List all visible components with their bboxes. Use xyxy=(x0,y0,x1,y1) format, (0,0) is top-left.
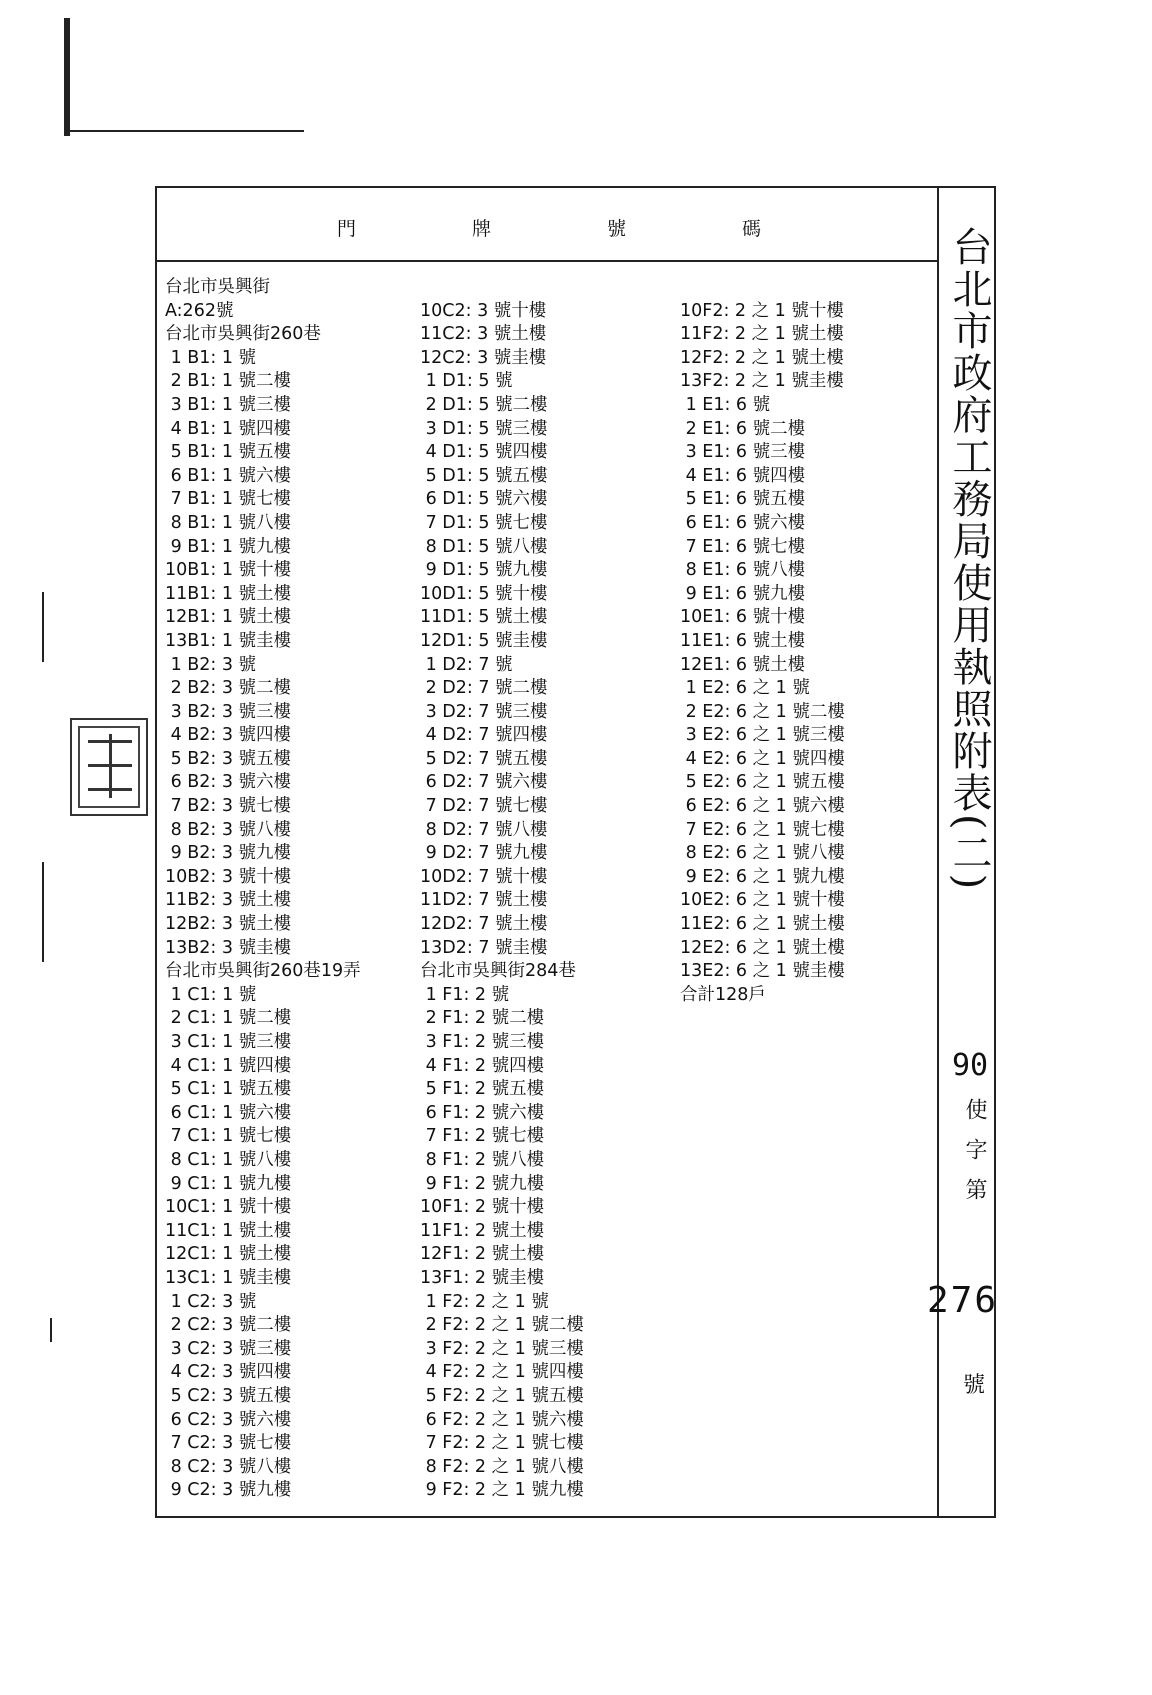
address-line: 12E1: 6 號土樓 xyxy=(680,654,806,675)
address-line: 1 E2: 6 之 1 號 xyxy=(680,678,810,699)
address-line: 9 B2: 3 號九樓 xyxy=(165,843,292,864)
address-line: 5 C2: 3 號五樓 xyxy=(165,1385,292,1406)
address-line: 2 B2: 3 號二樓 xyxy=(165,678,292,699)
address-line: 4 C2: 3 號四樓 xyxy=(165,1362,292,1383)
address-line: 12E2: 6 之 1 號土樓 xyxy=(680,937,845,958)
address-line xyxy=(420,276,584,300)
address-line: 7 C2: 3 號七樓 xyxy=(165,1433,292,1454)
address-line: 10C1: 1 號十樓 xyxy=(165,1197,292,1218)
address-line: 4 D1: 5 號四樓 xyxy=(420,442,548,463)
address-line: 1 F1: 2 號 xyxy=(420,984,510,1005)
address-column-2 xyxy=(420,276,584,1503)
address-line: 6 D2: 7 號六樓 xyxy=(420,772,548,793)
address-line: 5 D1: 5 號五樓 xyxy=(420,465,548,486)
scan-margin-tick xyxy=(42,862,44,962)
side-title: 台北市政府工務局使用執照附表(二) xyxy=(946,226,992,892)
address-line: 12F2: 2 之 1 號土樓 xyxy=(680,347,844,368)
address-line: 11D2: 7 號土樓 xyxy=(420,890,548,911)
address-line: 7 B2: 3 號七樓 xyxy=(165,796,292,817)
address-line: 3 F1: 2 號三樓 xyxy=(420,1032,545,1052)
address-line: 3 F2: 2 之 1 號三樓 xyxy=(420,1338,584,1359)
address-line: 6 B2: 3 號六樓 xyxy=(165,772,292,793)
address-line: 6 E2: 6 之 1 號六樓 xyxy=(680,796,845,817)
address-line: 台北市吳興街260巷19弄 xyxy=(165,961,361,982)
address-line: 8 B2: 3 號八樓 xyxy=(165,819,292,840)
address-line: 9 F1: 2 號九樓 xyxy=(420,1173,545,1194)
address-line: 2 F1: 2 號二樓 xyxy=(420,1008,545,1029)
address-line: 12C1: 1 號土樓 xyxy=(165,1244,292,1265)
address-line: 9 D1: 5 號九樓 xyxy=(420,560,548,581)
header-char-ma: 碼 xyxy=(742,218,762,240)
address-line: 8 D1: 5 號八樓 xyxy=(420,536,548,557)
address-line: 6 E1: 6 號六樓 xyxy=(680,512,806,533)
address-line: 13F2: 2 之 1 號圭樓 xyxy=(680,371,844,392)
address-line: 11E2: 6 之 1 號土樓 xyxy=(680,914,845,935)
address-line: 7 B1: 1 號七樓 xyxy=(165,489,292,510)
address-line: 9 E2: 6 之 1 號九樓 xyxy=(680,866,845,887)
scan-margin-tick xyxy=(42,592,44,662)
address-line: 12F1: 2 號土樓 xyxy=(420,1244,545,1265)
address-line: 13B1: 1 號圭樓 xyxy=(165,630,292,651)
address-line: 11E1: 6 號土樓 xyxy=(680,630,806,651)
address-line: 2 D1: 5 號二樓 xyxy=(420,394,548,415)
address-line xyxy=(680,276,845,300)
address-line: 13B2: 3 號圭樓 xyxy=(165,937,292,958)
address-line: 4 D2: 7 號四樓 xyxy=(420,725,548,746)
address-line: 9 C2: 3 號九樓 xyxy=(165,1480,292,1501)
address-line: 3 D1: 5 號三樓 xyxy=(420,418,548,439)
address-line: 3 D2: 7 號三樓 xyxy=(420,701,548,722)
permit-suffix: 號 xyxy=(962,1373,985,1398)
address-line: 6 D1: 5 號六樓 xyxy=(420,489,548,510)
address-line: 7 F1: 2 號七樓 xyxy=(420,1126,545,1147)
address-line: 台北市吳興街260巷 xyxy=(165,324,321,345)
address-line: 4 F2: 2 之 1 號四樓 xyxy=(420,1362,584,1383)
address-line: 11F1: 2 號土樓 xyxy=(420,1220,545,1241)
address-line: 台北市吳興街 xyxy=(165,277,270,297)
address-line: 7 E1: 6 號七樓 xyxy=(680,536,806,557)
address-line: 合計128戶 xyxy=(680,984,766,1005)
address-line: 11F2: 2 之 1 號土樓 xyxy=(680,324,844,345)
address-line: 3 B2: 3 號三樓 xyxy=(165,701,292,722)
address-line: 2 C2: 3 號二樓 xyxy=(165,1315,292,1336)
address-line: 4 B1: 1 號四樓 xyxy=(165,418,292,439)
header-char-men: 門 xyxy=(337,218,357,240)
scan-edge-line xyxy=(64,130,304,132)
address-line: 8 F1: 2 號八樓 xyxy=(420,1149,545,1170)
address-line: 2 C1: 1 號二樓 xyxy=(165,1008,292,1029)
address-line: 3 E1: 6 號三樓 xyxy=(680,442,806,463)
address-line: 2 E1: 6 號二樓 xyxy=(680,418,806,439)
address-line: 台北市吳興街284巷 xyxy=(420,961,576,982)
address-line: 12B1: 1 號土樓 xyxy=(165,607,292,628)
address-line: 4 E1: 6 號四樓 xyxy=(680,465,806,486)
address-line: 10C2: 3 號十樓 xyxy=(420,300,547,321)
address-line: 10E1: 6 號十樓 xyxy=(680,607,806,628)
address-line: 2 E2: 6 之 1 號二樓 xyxy=(680,701,845,722)
address-line: 3 B1: 1 號三樓 xyxy=(165,394,292,415)
address-line: 1 B1: 1 號 xyxy=(165,347,257,368)
permit-number: 276 xyxy=(927,1280,999,1321)
address-line: 12D1: 5 號圭樓 xyxy=(420,630,548,651)
header-char-hao: 號 xyxy=(607,218,627,240)
address-line: 10F1: 2 號十樓 xyxy=(420,1197,545,1218)
address-line: 9 B1: 1 號九樓 xyxy=(165,536,292,557)
address-line: 12C2: 3 號圭樓 xyxy=(420,347,547,368)
address-line: 6 C1: 1 號六樓 xyxy=(165,1102,292,1123)
address-line: 8 B1: 1 號八樓 xyxy=(165,512,292,533)
address-line: 5 B2: 3 號五樓 xyxy=(165,748,292,769)
address-line: 2 D2: 7 號二樓 xyxy=(420,678,548,699)
address-line: 7 D1: 5 號七樓 xyxy=(420,512,548,533)
address-line: 4 E2: 6 之 1 號四樓 xyxy=(680,748,845,769)
address-line: 1 F2: 2 之 1 號 xyxy=(420,1291,549,1312)
document-table-frame xyxy=(155,186,999,1518)
address-line: 5 C1: 1 號五樓 xyxy=(165,1079,292,1100)
address-line: 5 B1: 1 號五樓 xyxy=(165,442,292,463)
address-line: 5 D2: 7 號五樓 xyxy=(420,748,548,769)
address-line: 3 E2: 6 之 1 號三樓 xyxy=(680,725,845,746)
scan-edge-mark xyxy=(64,18,70,136)
address-line: 11C1: 1 號土樓 xyxy=(165,1220,292,1241)
address-line: 10F2: 2 之 1 號十樓 xyxy=(680,300,844,321)
address-column-1 xyxy=(165,276,361,1503)
address-line: 8 E2: 6 之 1 號八樓 xyxy=(680,843,845,864)
address-line: 1 D2: 7 號 xyxy=(420,654,513,675)
address-line: 6 C2: 3 號六樓 xyxy=(165,1409,292,1430)
address-line: 4 F1: 2 號四樓 xyxy=(420,1055,545,1076)
address-line: 6 F1: 2 號六樓 xyxy=(420,1102,545,1123)
address-line: 10E2: 6 之 1 號十樓 xyxy=(680,890,845,911)
address-line: 9 E1: 6 號九樓 xyxy=(680,583,806,604)
address-line: 4 B2: 3 號四樓 xyxy=(165,725,292,746)
address-line: 5 F2: 2 之 1 號五樓 xyxy=(420,1385,584,1406)
address-line: 7 F2: 2 之 1 號七樓 xyxy=(420,1433,584,1454)
address-line: 13E2: 6 之 1 號圭樓 xyxy=(680,961,845,982)
address-column-3 xyxy=(680,276,845,1007)
address-line: A:262號 xyxy=(165,300,234,321)
address-line: 6 B1: 1 號六樓 xyxy=(165,465,292,486)
address-line: 6 F2: 2 之 1 號六樓 xyxy=(420,1409,584,1430)
address-line: 11B2: 3 號土樓 xyxy=(165,890,292,911)
address-line: 8 C1: 1 號八樓 xyxy=(165,1149,292,1170)
address-line: 9 F2: 2 之 1 號九樓 xyxy=(420,1480,584,1501)
address-line: 2 B1: 1 號二樓 xyxy=(165,371,292,392)
permit-year: 90 xyxy=(952,1048,989,1083)
header-char-pai: 牌 xyxy=(472,218,492,240)
address-line: 13F1: 2 號圭樓 xyxy=(420,1267,545,1288)
address-line: 13C1: 1 號圭樓 xyxy=(165,1267,292,1288)
address-line: 10B2: 3 號十樓 xyxy=(165,866,292,887)
address-line: 1 B2: 3 號 xyxy=(165,654,257,675)
address-line: 7 C1: 1 號七樓 xyxy=(165,1126,292,1147)
address-line: 9 C1: 1 號九樓 xyxy=(165,1173,292,1194)
address-line: 4 C1: 1 號四樓 xyxy=(165,1055,292,1076)
address-line: 3 C2: 3 號三樓 xyxy=(165,1338,292,1359)
address-line: 12D2: 7 號土樓 xyxy=(420,914,548,935)
address-line: 1 D1: 5 號 xyxy=(420,371,513,392)
address-line: 10D2: 7 號十樓 xyxy=(420,866,548,887)
address-line: 1 C2: 3 號 xyxy=(165,1291,257,1312)
address-line: 7 D2: 7 號七樓 xyxy=(420,796,548,817)
address-line: 11C2: 3 號土樓 xyxy=(420,324,547,345)
address-line: 10B1: 1 號十樓 xyxy=(165,560,292,581)
address-line: 5 E1: 6 號五樓 xyxy=(680,489,806,510)
address-line: 11D1: 5 號土樓 xyxy=(420,607,548,628)
address-line: 9 D2: 7 號九樓 xyxy=(420,843,548,864)
address-line: 7 E2: 6 之 1 號七樓 xyxy=(680,819,845,840)
address-line: 2 F2: 2 之 1 號二樓 xyxy=(420,1315,584,1336)
address-line: 10D1: 5 號十樓 xyxy=(420,583,548,604)
address-line: 5 E2: 6 之 1 號五樓 xyxy=(680,772,845,793)
address-line: 8 F2: 2 之 1 號八樓 xyxy=(420,1456,584,1477)
address-line: 8 E1: 6 號八樓 xyxy=(680,560,806,581)
seal-stroke xyxy=(109,734,112,798)
scan-margin-tick xyxy=(50,1318,52,1342)
address-line: 1 C1: 1 號 xyxy=(165,984,257,1005)
address-line: 11B1: 1 號土樓 xyxy=(165,583,292,604)
address-line: 1 E1: 6 號 xyxy=(680,394,771,415)
address-line: 8 D2: 7 號八樓 xyxy=(420,819,548,840)
address-line: 13D2: 7 號圭樓 xyxy=(420,937,548,958)
permit-label: 使字第 xyxy=(962,1098,987,1218)
address-line: 8 C2: 3 號八樓 xyxy=(165,1456,292,1477)
table-header xyxy=(157,188,937,262)
address-line: 12B2: 3 號土樓 xyxy=(165,914,292,935)
address-line: 5 F1: 2 號五樓 xyxy=(420,1079,545,1100)
address-line: 3 C1: 1 號三樓 xyxy=(165,1032,292,1052)
seal-stamp-icon xyxy=(70,718,148,816)
